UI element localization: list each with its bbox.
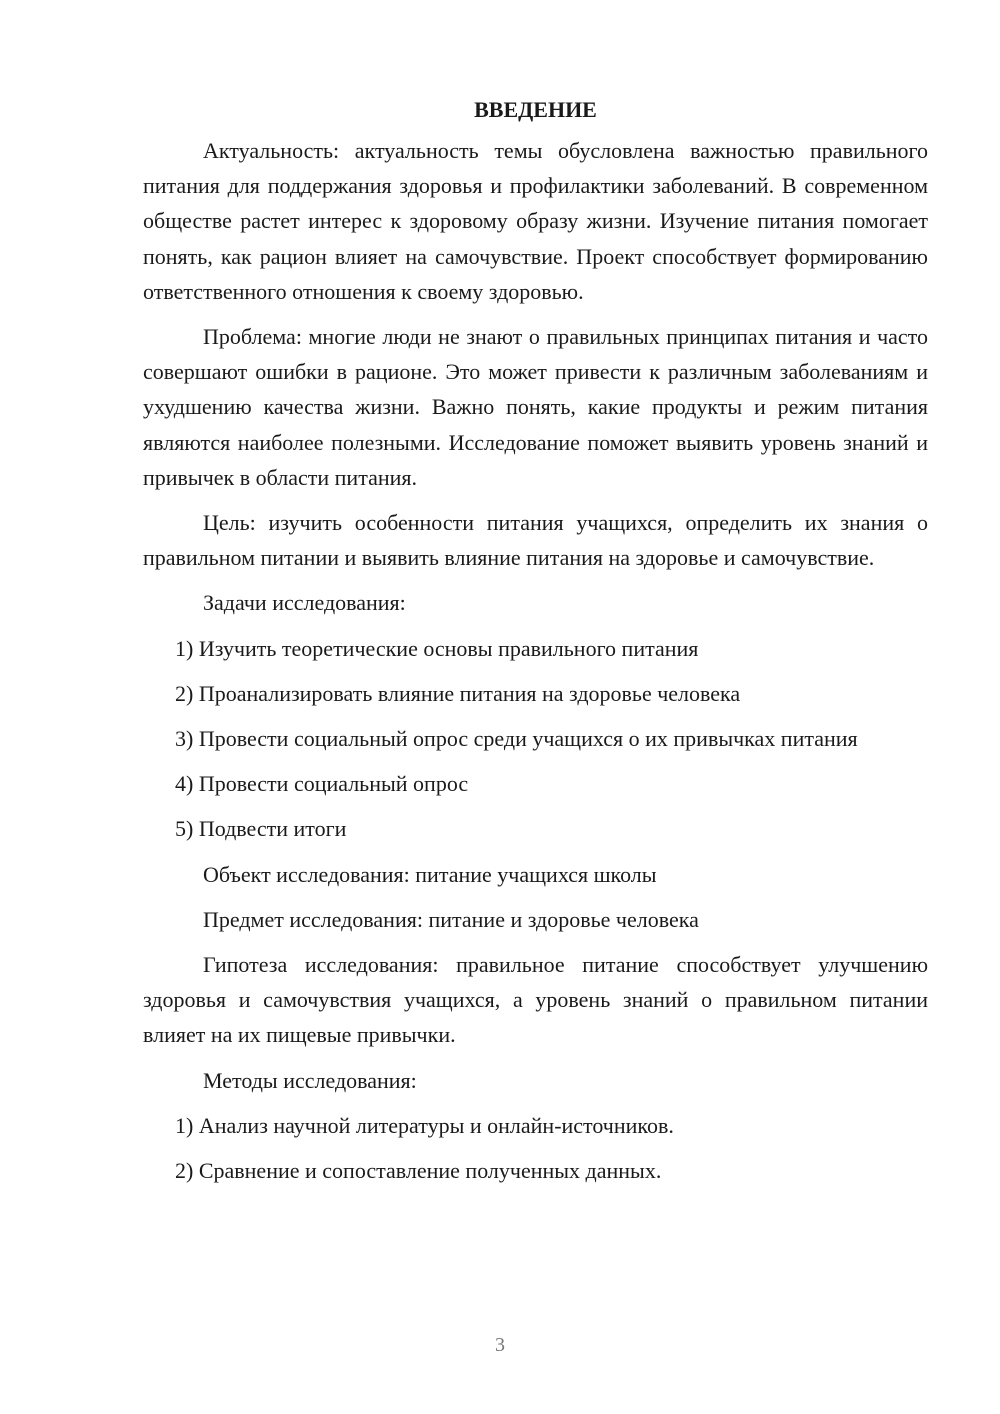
method-item-1: 1) Анализ научной литературы и онлайн-источников. (175, 1112, 674, 1138)
task-item-3: 3) Провести социальный опрос среди учащихся о их привычках питания (175, 726, 858, 752)
page-number: 3 (495, 1334, 505, 1356)
page-title: ВВЕДЕНИЕ (474, 97, 597, 122)
method-item-2: 2) Сравнение и сопоставление полученных данных. (175, 1158, 662, 1184)
tasks-heading: Задачи исследования: (203, 590, 406, 616)
problem-paragraph: Проблема: многие люди не знают о правильных принципах питания и часто совершают ошибки в рационе. Это может привести к различным заболеваниям и ухудшению качества жизни. Важно понять, какие продукты и режим питания являются наиболее полезными. Исследование поможет выявить уровень знаний и привычек в области питания. (143, 324, 928, 490)
task-item-5: 5) Подвести итоги (175, 816, 347, 842)
object-line: Объект исследования: питание учащихся школы (203, 861, 657, 887)
relevance-paragraph: Актуальность: актуальность темы обусловлена важностью правильного питания для поддержания здоровья и профилактики заболеваний. В современном обществе растет интерес к здоровому образу жизни. Изучение питания помогает понять, как рацион влияет на самочувствие. Проект способствует формированию ответственного отношения к своему здоровью. (143, 138, 928, 304)
task-item-4: 4) Провести социальный опрос (175, 771, 469, 797)
goal-paragraph: Цель: изучить особенности питания учащихся, определить их знания о правильном питании и выявить влияние питания на здоровье и самочувствие. (143, 510, 928, 571)
methods-heading: Методы исследования: (203, 1067, 417, 1093)
task-item-1: 1) Изучить теоретические основы правильного питания (175, 635, 699, 661)
subject-line: Предмет исследования: питание и здоровье человека (203, 906, 699, 932)
task-item-2: 2) Проанализировать влияние питания на здоровье человека (175, 680, 741, 706)
document-page (143, 92, 928, 1198)
hypothesis-paragraph: Гипотеза исследования: правильное питание способствует улучшению здоровья и самочувствия учащихся, а уровень знаний о правильном питании влияет на их пищевые привычки. (143, 952, 928, 1048)
